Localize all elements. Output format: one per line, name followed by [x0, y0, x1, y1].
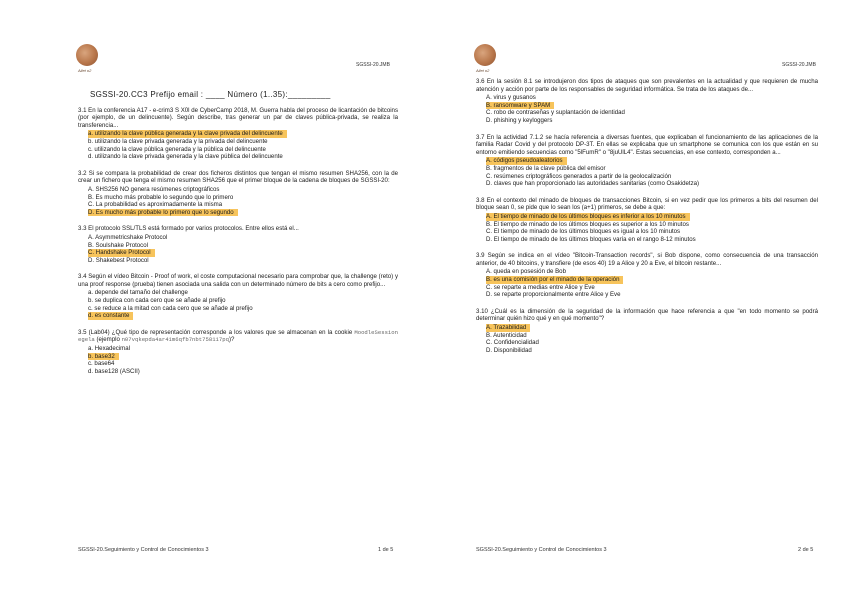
answer-option: D. claves que han proporcionado las autoridades sanitarias (como Osakidetza) — [486, 180, 700, 188]
question-block — [78, 273, 398, 320]
question-block — [476, 134, 818, 188]
answer-option: C. robo de contraseñas y suplantación de identidad — [486, 109, 625, 117]
question-list-left — [78, 107, 398, 376]
answer-option: a. depende del tamaño del challenge — [88, 289, 188, 297]
answer-option: C. Confidencialidad — [486, 339, 539, 347]
answer-option: B. fragmentos de la clave pública del emisor — [486, 164, 606, 172]
answer-option: D. Shakebest Protocol — [88, 256, 149, 264]
answer-option-highlighted: A. El tiempo de minado de los últimos bloques es inferior a los 10 minutos — [486, 213, 690, 221]
cookie-example: n07vqkepda4ar41m6qfb7nbt758117pq — [121, 336, 229, 344]
exam-title: SGSSI-20.CC3 Prefijo email : ____ Número (1..35):_________ — [90, 90, 331, 99]
header-code: SGSSI-20.JMB — [356, 62, 390, 68]
answer-option: d. utilizando la clave privada generada y la clave pública del delincuente — [88, 153, 283, 161]
page-number: 2 de 5 — [798, 547, 814, 553]
question-block — [78, 225, 398, 264]
answer-option: C. La probabilidad es aproximadamente la misma — [88, 201, 223, 209]
question-block — [476, 308, 818, 355]
answer-option: B. El tiempo de minado de los últimos bloques es superior a los 10 minutos — [486, 220, 689, 228]
question-block — [476, 197, 818, 244]
answer-option: d. base128 (ASCII) — [88, 367, 140, 375]
question-block — [78, 107, 398, 161]
page-1-content — [78, 91, 398, 384]
question-block — [78, 170, 398, 217]
logo-caption: Allet o2 — [476, 68, 490, 73]
answer-option: B. Es mucho más probable lo segundo que lo primero — [88, 193, 234, 201]
answer-option: D. Disponibilidad — [486, 346, 532, 354]
question-list-right — [476, 78, 818, 354]
page-2 — [424, 0, 848, 599]
question-block — [78, 329, 398, 376]
question-stem: 3.5 (Lab04) ¿Qué tipo de representación corresponde a los valores que se almacenan en la cookie MoodleSession egela (ejemplo n07vqkepda4ar41m6qfb7nbt758117pq)? — [78, 328, 398, 344]
question-stem: 3.3 El protocolo SSL/TLS está formado por varios protocolos. Entre ellos está el... — [78, 225, 299, 233]
answer-option-highlighted: A. códigos pseudoaleatorios — [486, 157, 567, 165]
answer-option: C. resúmenes criptográficos generados a partir de la geolocalización — [486, 172, 672, 180]
question-block — [476, 252, 818, 299]
header-code: SGSSI-20.JMB — [782, 62, 816, 68]
question-stem: 3.2 Si se compara la probabilidad de crear dos ficheros distintos que tengan el mismo resumen SHA256, con la de crear un fichero que tenga el mismo resumen SHA256 que el primer bloque de la cadena de bloques de SGSSI-20: — [78, 169, 398, 185]
answer-option-highlighted: A. Trazabilidad — [486, 324, 530, 332]
answer-option: C. se reparte a medias entre Alice y Eve — [486, 283, 595, 291]
answer-option: a. Hexadecimal — [88, 345, 130, 353]
answer-option: c. utilizando la clave pública generada y la pública del delincuente — [88, 145, 266, 153]
question-stem: 3.7 En la actividad 7.1.2 se hacía referencia a diversas fuentes, que explicaban el funcionamiento de las aplicaciones de la familia Radar Covid y del protocolo DP-3T. En ellas se explicaba que un smartphone se comunica con los que están en su entorno emitiendo secuencias como "5lFumR" o "8juUlL4". Estas secuencias, en ese contexto, corresponden a... — [476, 133, 818, 156]
answer-option: A. queda en posesión de Bob — [486, 268, 566, 276]
logo-caption: Allet o2 — [78, 68, 92, 73]
footer-text: SGSSI-20.Seguimiento y Control de Conocimientos 3 — [476, 547, 607, 553]
answer-option-highlighted: B. es una comisión por el minado de la operación — [486, 276, 623, 284]
answer-option: b. utilizando la clave privada generada y la privada del delincuente — [88, 137, 268, 145]
question-block — [476, 78, 818, 125]
answer-option: B. Soulshake Protocol — [88, 241, 148, 249]
question-stem: 3.4 Según el vídeo Bitcoin - Proof of work, el coste computacional necesario para comprobar que, la challenge (reto) y una proof response (prueba) tienen asociada una salida con un determinado número de bits a cero como prefijo... — [78, 273, 398, 288]
university-logo-icon — [76, 44, 98, 66]
answer-option-highlighted: C. Handshake Protocol — [88, 249, 155, 257]
question-stem: 3.6 En la sesión 8.1 se introdujeron dos tipos de ataques que son prevalentes en la actualidad y que requieren de mucha atención y acción por parte de los responsables de seguridad informática. Se trata de los ataques de... — [476, 78, 818, 93]
answer-option-highlighted: d. es constante — [88, 312, 133, 320]
answer-option: D. se reparte proporcionalmente entre Alice y Eve — [486, 291, 621, 299]
question-stem: 3.1 En la conferencia A17 - e-crim3 S X0l de CyberCamp 2018, M. Guerra habla del proceso de licantación de bitcoins (por ejemplo, de un delincuente). Según describe, tras generar un par de claves pública-privada, se realiza la transferencia... — [78, 106, 398, 129]
answer-option-highlighted: b. base32 — [88, 353, 119, 361]
answer-option: D. El tiempo de minado de los últimos bloques varía en el rango 8-12 minutos — [486, 235, 696, 243]
page-number: 1 de 5 — [378, 547, 394, 553]
university-logo-icon — [474, 44, 496, 66]
answer-option: A. Asymmetricshake Protocol — [88, 233, 168, 241]
page-2-content — [476, 78, 818, 363]
answer-option-highlighted: D. Es mucho más probable lo primero que lo segundo — [88, 209, 238, 217]
answer-option: D. phishing y keyloggers — [486, 116, 553, 124]
answer-option: A. SHS256 NO genera resúmenes criptográficos — [88, 185, 220, 193]
answer-option: C. El tiempo de minado de los últimos bloques es igual a los 10 minutos — [486, 228, 681, 236]
question-stem: 3.10 ¿Cuál es la dimensión de la seguridad de la información que hace referencia a que "en todo momento se podrá determinar quién hizo qué y en qué momento"? — [476, 307, 818, 323]
cookie-name: MoodleSession egela — [78, 328, 398, 344]
answer-option: c. se reduce a la mitad con cada cero que se añade al prefijo — [88, 304, 253, 312]
answer-option-highlighted: a. utilizando la clave pública generada y la clave privada del delincuente — [88, 130, 287, 138]
footer-text: SGSSI-20.Seguimiento y Control de Conocimientos 3 — [78, 547, 209, 553]
answer-option: B. Autenticidad — [486, 331, 527, 339]
answer-option: A. virus y gusanos — [486, 94, 536, 102]
question-stem: 3.8 En el contexto del minado de bloques de transacciones Bitcoin, si en vez pedir que los primeros a bits del resumen del bloque sean 0, se pide que lo sean los (a+1) primeros, se debe a que: — [476, 196, 818, 212]
answer-option-highlighted: B. ransomware y SPAM — [486, 102, 554, 110]
answer-option: b. se duplica con cada cero que se añade al prefijo — [88, 297, 226, 305]
question-stem: 3.9 Según se indica en el vídeo "Bitcoin-Transaction records", si Bob dispone, como consecuencia de una transacción anterior, de 40 bitcoins, y transfiere (de esos 40) 19 a Alice y 20 a Eve, el bitcoin restante... — [476, 252, 818, 267]
answer-option: c. base64 — [88, 360, 115, 368]
